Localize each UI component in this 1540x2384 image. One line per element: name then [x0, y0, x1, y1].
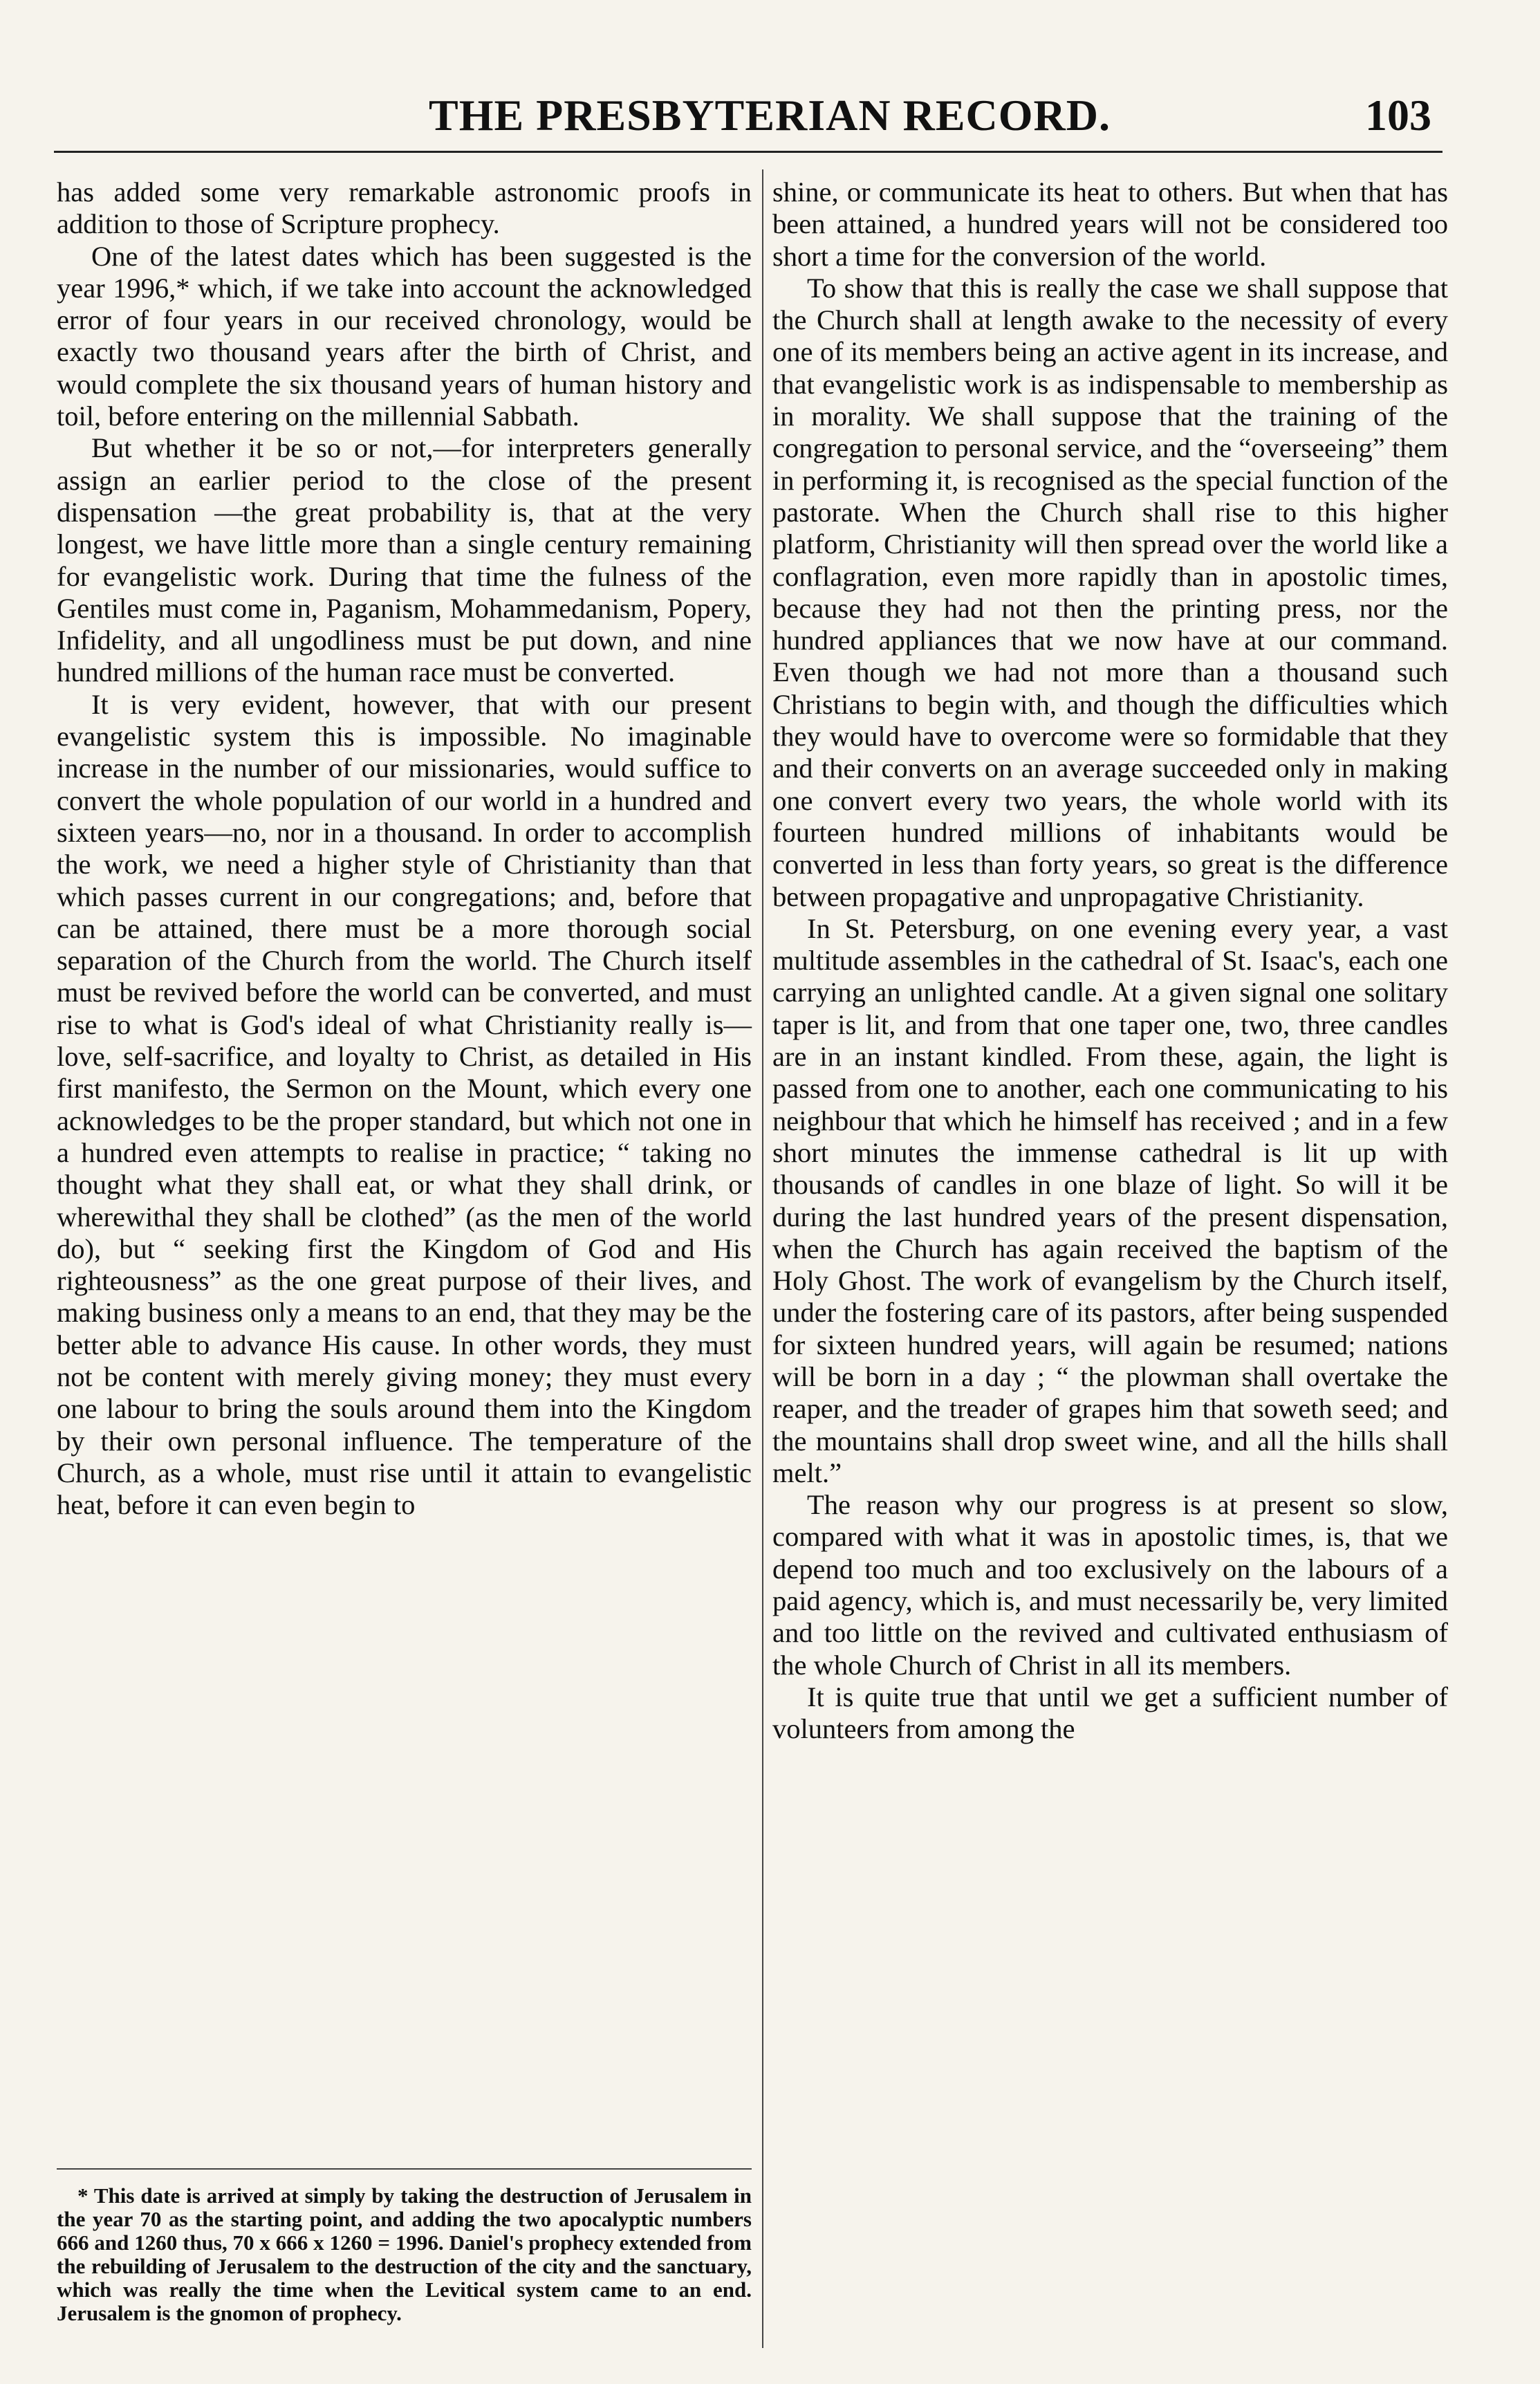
left-column	[57, 176, 752, 1521]
footnote	[57, 2184, 752, 2325]
page-number: 103	[1365, 91, 1431, 140]
paragraph: One of the latest dates which has been suggested is the year 1996,* which, if we take into account the acknowledged error of four years in our received chronology, would be exactly two thousand years after the birth of Christ, and would complete the six thousand years of human history and toil, before entering on the millennial Sabbath.	[57, 240, 752, 432]
footnote-text: * This date is arrived at simply by taking the destruction of Jerusalem in the year 70 as the starting point, and adding the two apocalyptic numbers 666 and 1260 thus, 70 x 666 x 1260 = 1996. Daniel's prophecy extended from the rebuilding of Jerusalem to the destruction of the city and the sanctuary, which was really the time when the Levitical system came to an end. Jerusalem is the gnomon of prophecy.	[57, 2183, 752, 2325]
paragraph: But whether it be so or not,—for interpreters generally assign an earlier period to the close of the present dispensation —the great probability is, that at the very longest, we have little more than a single century remaining for evangelistic work. During that time the fulness of the Gentiles must come in, Paganism, Mohammedanism, Popery, Infidelity, and all ungodliness must be put down, and nine hundred millions of the human race must be converted.	[57, 432, 752, 688]
page-header	[41, 90, 1431, 145]
paragraph: To show that this is really the case we shall suppose that the Church shall at length awake to the necessity of every one of its members being an active agent in its increase, and that evangelistic work is as indispensable to membership as in morality. We shall suppose that the training of the congregation to personal service, and the “overseeing” them in performing it, is recognised as the special function of the pastorate. When the Church shall rise to this higher platform, Christianity will then spread over the world like a conflagration, even more rapidly than in apostolic times, because they had not then the printing press, nor the hundred appliances that we now have at our command. Even though we had not more than a thousand such Christians to begin with, and though the difficulties which they would have to overcome were so formidable that they and their converts on an average succeeded only in making one convert every two years, the whole world with its fourteen hundred millions of inhabitants would be converted in less than forty years, so great is the difference between propagative and unpropagative Christianity.	[772, 272, 1448, 912]
paragraph: It is very evident, however, that with our present evangelistic system this is impossible. No imaginable increase in the number of our missionaries, would suffice to convert the whole population of our world in a hundred and sixteen years—no, nor in a thousand. In order to accomplish the work, we need a higher style of Christianity than that which passes current in our congregations; and, before that can be attained, there must be a more thorough social separation of the Church from the world. The Church itself must be revived before the world can be converted, and must rise to what is God's ideal of what Christianity really is—love, self-sacrifice, and loyalty to Christ, as detailed in His first manifesto, the Sermon on the Mount, which every one acknowledges to be the proper standard, but which not one in a hundred even attempts to realise in practice; “ taking no thought what they shall eat, or what they shall drink, or wherewithal they shall be clothed” (as the men of the world do), but “ seeking first the Kingdom of God and His righteousness” as the one great purpose of their lives, and making business only a means to an end, that they may be the better able to advance His cause. In other words, they must not be content with merely giving money; they must every one labour to bring the souls around them into the Kingdom by their own personal influence. The temperature of the Church, as a whole, must rise until it attain to evangelistic heat, before it can even begin to	[57, 688, 752, 1521]
paragraph: In St. Petersburg, on one evening every year, a vast multitude assembles in the cathedral of St. Isaac's, each one carrying an unlighted candle. At a given signal one solitary taper is lit, and from that one taper one, two, three candles are in an instant kindled. From these, again, the light is passed from one to another, each one communicating to his neighbour that which he himself has received ; and in a few short minutes the immense cathedral is lit up with thousands of candles in one blaze of light. So will it be during the last hundred years of the present dispensation, when the Church has again received the baptism of the Holy Ghost. The work of evangelism by the Church itself, under the fostering care of its pastors, after being suspended for sixteen hundred years, will again be resumed; nations will be born in a day ; “ the plowman shall overtake the reaper, and the treader of grapes him that soweth seed; and the mountains shall drop sweet wine, and all the hills shall melt.”	[772, 912, 1448, 1488]
paragraph: shine, or communicate its heat to others. But when that has been attained, a hundred years will not be considered too short a time for the conversion of the world.	[772, 176, 1448, 272]
header-rule	[54, 151, 1442, 153]
paragraph: has added some very remarkable astronomic proofs in addition to those of Scripture prophecy.	[57, 176, 752, 240]
paragraph: It is quite true that until we get a sufficient number of volunteers from among the	[772, 1681, 1448, 1745]
right-column	[772, 176, 1448, 1746]
journal-title: THE PRESBYTERIAN RECORD.	[429, 91, 1111, 140]
paragraph: The reason why our progress is at present so slow, compared with what it was in apostolic times, is, that we depend too much and too exclusively on the labours of a paid agency, which is, and must necessarily be, very limited and too little on the revived and cultivated enthusiasm of the whole Church of Christ in all its members.	[772, 1489, 1448, 1681]
footnote-rule	[57, 2168, 752, 2170]
column-divider	[762, 169, 763, 2348]
